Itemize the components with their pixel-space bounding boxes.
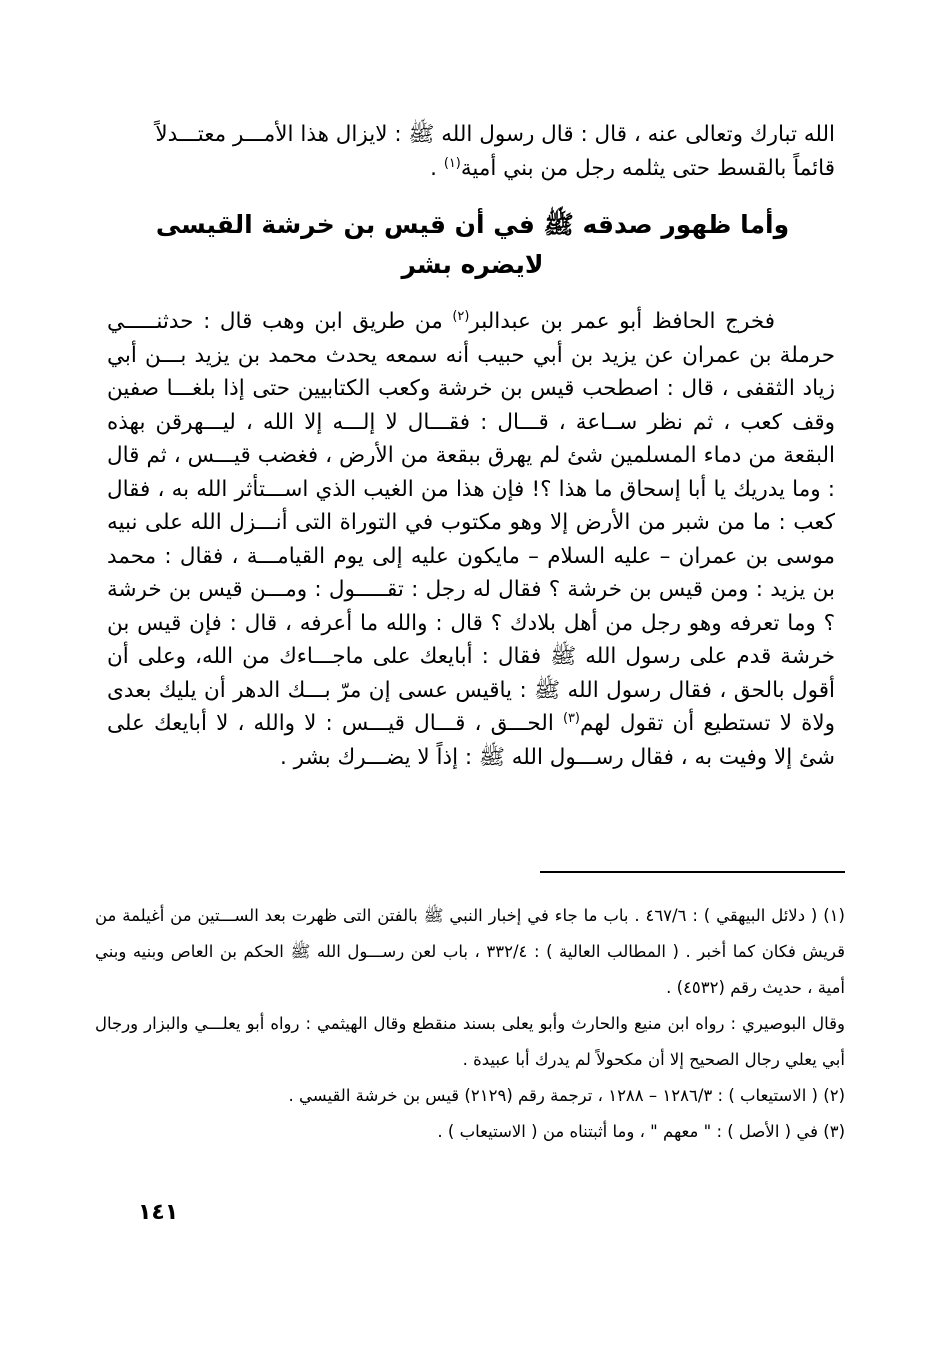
footnote-mark-2[interactable]: (٢) [452, 308, 470, 324]
footnote-1: (١) ( دلائل البيهقي ) : ٤٦٧/٦ . باب ما جاء في إخبار النبي ﷺ بالفتن التى ظهرت بعد الســـتين من أغيلمة من قريش فكان كما أخبر . ( المطالب العالية ) : ٣٣٢/٤ ، باب لعن رســـول الله ﷺ الحكم بن العاص وبنيه وبني أمية ، حديث رقم (٤٥٣٢) . [95, 906, 846, 997]
body-text [107, 305, 835, 774]
footnote-separator [540, 871, 845, 873]
heading-line-1: وأما ظهور صدقه ﷺ في أن قيس بن خرشة القيسى [155, 210, 790, 239]
heading-line-2: لايضره بشر [401, 250, 544, 279]
body-part-1: فخرج الحافظ أبو عمر بن عبدالبر [469, 309, 775, 334]
body-part-3: الحـــق ، قـــال قيـــس : لا والله ، لا أبايعك على شئ إلا وفيت به ، فقال رســـول الله ﷺ : إذاً لا يضـــرك بشر . [107, 711, 835, 770]
intro-line-2-end: . [430, 155, 444, 181]
footnote-1-continued: وقال البوصيري : رواه ابن منيع والحارث وأبو يعلى بسند منقطع وقال الهيثمي : رواه أبو يعلـــي والبزار ورجال أبي يعلي رجال الصحيح إلا أن مكحولاً لم يدرك أبا عبيدة . [95, 1014, 845, 1069]
intro-line-2-text: قائماً بالقسط حتى يثلمه رجل من بني أمية [460, 155, 835, 181]
footnote-mark-1[interactable]: (١) [443, 155, 461, 171]
page-number: ١٤١ [138, 1200, 179, 1225]
intro-line-1: الله تبارك وتعالى عنه ، قال : قال رسول الله ﷺ : لايزال هذا الأمـــر معتـــدلاً [155, 122, 835, 147]
footnote-2: (٢) ( الاستيعاب ) : ١٢٨٦/٣ – ١٢٨٨ ، ترجمة رقم (٢١٢٩) قيس بن خرشة القيسي . [288, 1086, 845, 1105]
intro-paragraph [107, 118, 835, 185]
body-paragraph [107, 305, 835, 774]
body-part-2: من طريق ابن وهب قال : حدثنـــــي حرملة بن عمران عن يزيد بن أبي حبيب أنه سمعه يحدث محمد بن يزيد بـــن أبي زياد الثقفى ، قال : اصطحب قيس بن خرشة وكعب الكتابيين حتى إذا بلغـــا صفين وقف كعب ، ثم نظر ســاعة ، قـــال : فقـــال لا إلـــه إلا الله ، ليـــهرقن بهذه البقعة من دماء المسلمين شئ لم يهرق ببقعة من الأرض ، فغضب قيـــس ، ثم قال : وما يدريك يا أبا إسحاق ما هذا ؟! فإن هذا من الغيب الذي اســـتأثر الله به ، فقال كعب : ما من شبر من الأرض إلا وهو مكتوب في التوراة التى أنـــزل الله على نبيه موسى بن عمران – عليه السلام – مايكون عليه إلى يوم القيامـــة ، فقال : محمد بن يزيد : ومن قيس بن خرشة ؟ فقال له رجل : تقـــــول : ومـــن قيس بن خرشة ؟ وما تعرفه وهو رجل من أهل بلادك ؟ قال : والله ما أعرفه ، قال : فإن قيس بن خرشة قدم على رسول الله ﷺ فقال : أبايعك على ماجـــاءك من الله، وعلى أن أقول بالحق ، فقال رسول الله ﷺ : ياقيس عسى إن مرّ بـــك الدهر أن يليك بعدى ولاة لا تستطيع أن تقول لهم [107, 309, 836, 736]
section-heading [0, 205, 945, 285]
footnotes [95, 898, 845, 1150]
footnote-mark-3[interactable]: (٣) [562, 710, 580, 726]
footnote-3: (٣) في ( الأصل ) : " معهم " ، وما أثبتناه من ( الاستيعاب ) . [437, 1122, 845, 1141]
intro-line-2 [107, 152, 835, 186]
